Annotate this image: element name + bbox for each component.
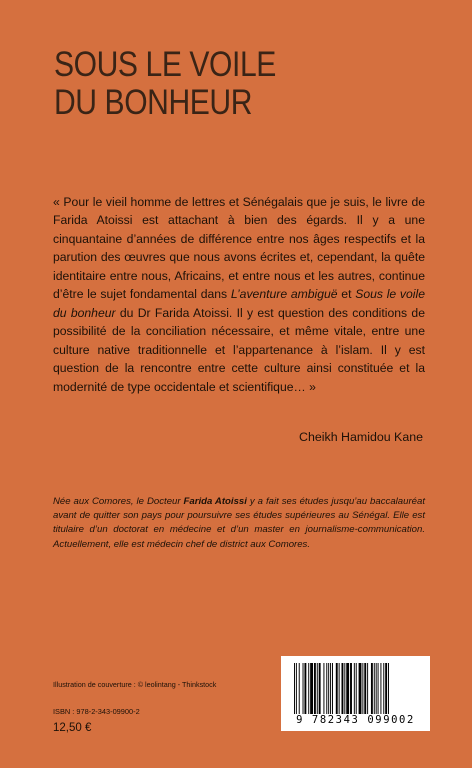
quote-text-1: « Pour le vieil homme de lettres et Sénégalais que je suis, le livre de Farida Atoissi est attachant à bien des égards. Il y a une cinquantaine d’années de différence entre nos âges respectifs et la parution des œuvres que nous avons écrites et, cependant, la quête identitaire entre nous, Africains, et entre nous et les autres, continue d’être le sujet fondamental dans	[53, 195, 425, 302]
book-title-line1: SOUS LE VOILE	[54, 45, 276, 84]
barcode-bar	[304, 663, 306, 714]
price: 12,50 €	[53, 722, 92, 734]
barcode-bar	[383, 663, 384, 714]
bio-author-name: Farida Atoissi	[183, 496, 247, 507]
barcode-bar	[299, 663, 300, 714]
barcode-bar	[310, 663, 313, 714]
barcode-bar	[319, 663, 321, 714]
barcode-bar	[323, 663, 324, 714]
book-title-line2: DU BONHEUR	[54, 83, 253, 122]
barcode-bar	[378, 663, 379, 714]
illustration-credit: Illustration de couverture : © leolintang - Thinkstock	[53, 680, 217, 689]
barcode-bar	[376, 663, 377, 714]
barcode-bar	[326, 663, 327, 714]
barcode-bar	[362, 663, 363, 714]
barcode-bar	[344, 663, 345, 714]
barcode-bar	[336, 663, 338, 714]
barcode-bar	[317, 663, 318, 714]
quote-book-title-2: Sous le voile du bonheur	[53, 287, 425, 320]
barcode-bar	[339, 663, 340, 714]
barcode	[281, 656, 430, 731]
barcode-bar	[314, 663, 316, 714]
barcode-number: 9 782343 099002	[296, 714, 415, 726]
author-bio	[53, 495, 425, 552]
barcode-bar	[367, 663, 368, 714]
barcode-bars	[290, 663, 421, 714]
barcode-bar	[388, 663, 389, 714]
bio-text-1: Née aux Comores, le Docteur	[53, 496, 184, 507]
barcode-bar	[364, 663, 366, 714]
barcode-bar	[385, 663, 387, 714]
isbn: ISBN : 978-2-343-09900-2	[53, 707, 140, 716]
barcode-bar	[328, 663, 329, 714]
barcode-bar	[356, 663, 357, 714]
barcode-bar	[330, 663, 331, 714]
barcode-bar	[294, 663, 295, 714]
back-cover-quote	[53, 193, 425, 396]
barcode-bar	[354, 663, 355, 714]
barcode-bar	[342, 663, 344, 714]
barcode-bar	[346, 663, 349, 714]
quote-book-title-1: L’aventure ambiguë	[230, 287, 338, 302]
barcode-bar	[380, 663, 381, 714]
barcode-bar	[303, 663, 304, 714]
quote-text-3: du Dr Farida Atoissi. Il y est question des conditions de possibilité de la conciliation nécessaire, et même vitale, entre une culture native traditionnelle et l’appartenance à l’islam. Il y est question de la rencontre entre cette culture ainsi constituée et la modernité de type occidentale et scientifique… »	[53, 305, 425, 394]
quote-author: Cheikh Hamidou Kane	[299, 430, 423, 444]
barcode-bar	[350, 663, 352, 714]
quote-text-2: et	[337, 287, 356, 302]
barcode-bar	[308, 663, 309, 714]
barcode-bar	[296, 663, 297, 714]
barcode-bar	[359, 663, 362, 714]
bio-text-2: y a fait ses études jusqu’au baccalauréat avant de quitter son pays pour poursuivre ses études supérieures au Sénégal. Elle est titulaire d’un doctorat en médecine et d’un master en journalisme-communication. Actuellement, elle est médecin chef de district aux Comores.	[53, 496, 425, 550]
book-title	[54, 46, 276, 122]
barcode-bar	[374, 663, 375, 714]
barcode-bar	[371, 663, 373, 714]
barcode-bar	[332, 663, 333, 714]
